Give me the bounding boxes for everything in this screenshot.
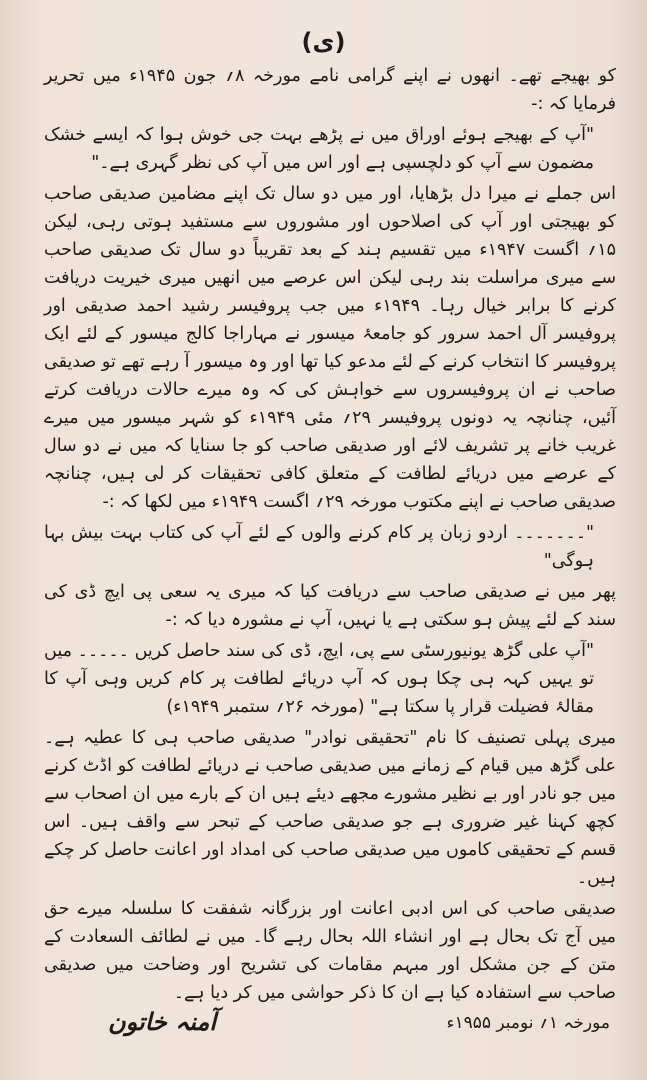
author-signature: آمنہ خاتون bbox=[108, 1008, 217, 1036]
quote-paragraph: "آپ علی گڑھ یونیورسٹی سے پی، ایچ، ڈی کی سند حاصل کریں ۔۔۔۔۔ میں تو یہیں کہہ ہی چکا ہوں کہ آپ دریائے لطافت پر کام کریں وہی آپ کا مقالۂ فضیلت قرار پا سکتا ہے" (مورخہ ۲۶؍ ستمبر ۱۹۴۹ء) bbox=[44, 641, 594, 717]
quote-paragraph: "آپ کے بھیجے ہوئے اوراق میں نے پڑھے بہت جی خوش ہوا کہ ایسے خشک مضمون سے آپ کو دلچسپی ہے اور اس میں آپ کی نظر گہری ہے۔" bbox=[44, 125, 594, 173]
page-number: (ی) bbox=[301, 28, 346, 56]
paragraph: میری پہلی تصنیف کا نام "تحقیقی نوادر" صدیقی صاحب ہی کا عطیہ ہے۔ علی گڑھ میں قیام کے زمانے میں صدیقی صاحب نے دریائے لطافت کو اڈٹ کرنے میں جو نادر اور بے نظیر مشورے مجھے دیئے ہیں ان کے بارے میں ان اصحاب سے کچھ کہنا غیر ضروری ہے جو صدیقی صاحب کے تبحر سے واقف ہیں۔ اس قسم کے تحقیقی کاموں میں صدیقی صاحب کی امداد اور اعانت حاصل کر چکے ہیں۔ bbox=[44, 728, 616, 888]
quote-paragraph: "۔۔۔۔۔۔۔ اردو زبان پر کام کرنے والوں کے لئے آپ کی کتاب بہت بیش بہا ہوگی" bbox=[44, 523, 594, 571]
paragraph: اس جملے نے میرا دل بڑھایا، اور میں دو سال تک اپنے مضامین صدیقی صاحب کو بھیجتی اور آپ کی اصلاحوں اور مشوروں سے مستفید ہوتی رہی، لیکن ۱۵؍ اگست ۱۹۴۷ء میں تقسیم ہند کے بعد تقریباً دو سال تک صدیقی صاحب سے میری مراسلت بند رہی لیکن اس عرصے میں انھیں میری خیریت دریافت کرنے کا برابر خیال رہا۔ ۱۹۴۹ء میں جب پروفیسر رشید احمد صدیقی اور پروفیسر آل احمد سرور کو جامعۂ میسور نے مہاراجا کالج میسور کے لئے ایک پروفیسر کا انتخاب کرنے کے لئے مدعو کیا تھا اور وہ میسور آ رہے تھے تو صدیقی صاحب نے ان پروفیسروں سے خواہش کی کہ وہ میرے حالات دریافت کرتے آئیں، چنانچہ یہ دونوں پروفیسر ۲۹؍ مئی ۱۹۴۹ء کو شہر میسور میں میرے غریب خانے پر تشریف لائے اور صدیقی صاحب کو جا سنایا کہ میں نے دو سال کے عرصے میں دریائے لطافت کے متعلق کافی تحقیقات کر لی ہیں، چنانچہ صدیقی صاحب نے اپنے مکتوب مورخہ ۲۹؍ اگست ۱۹۴۹ء میں لکھا کہ :- bbox=[44, 184, 617, 512]
paragraph: پھر میں نے صدیقی صاحب سے دریافت کیا کہ میری یہ سعی پی ایچ ڈی کی سند کے لئے پیش ہو سکتی ہے یا نہیں، آپ نے مشورہ دیا کہ :- bbox=[44, 582, 616, 630]
paragraph: کو بھیجے تھے۔ انھوں نے اپنے گرامی نامے مورخہ ۸؍ جون ۱۹۴۵ء میں تحریر فرمایا کہ :- bbox=[44, 66, 616, 114]
body-text bbox=[44, 62, 616, 1010]
footer bbox=[50, 1008, 610, 1048]
date-line: مورخہ ۱؍ نومبر ۱۹۵۵ء bbox=[446, 1013, 610, 1033]
paragraph: صدیقی صاحب کی اس ادبی اعانت اور بزرگانہ شفقت کا سلسلہ میرے حق میں آج تک بحال ہے اور انشاء اللہ بحال رہے گا۔ میں نے لطائف السعادت کے متن کے جن مشکل اور مبہم مقامات کی تشریح اور وضاحت میں صدیقی صاحب سے استفادہ کیا ہے ان کا ذکر حواشی میں کر دیا ہے۔ bbox=[44, 899, 616, 1003]
